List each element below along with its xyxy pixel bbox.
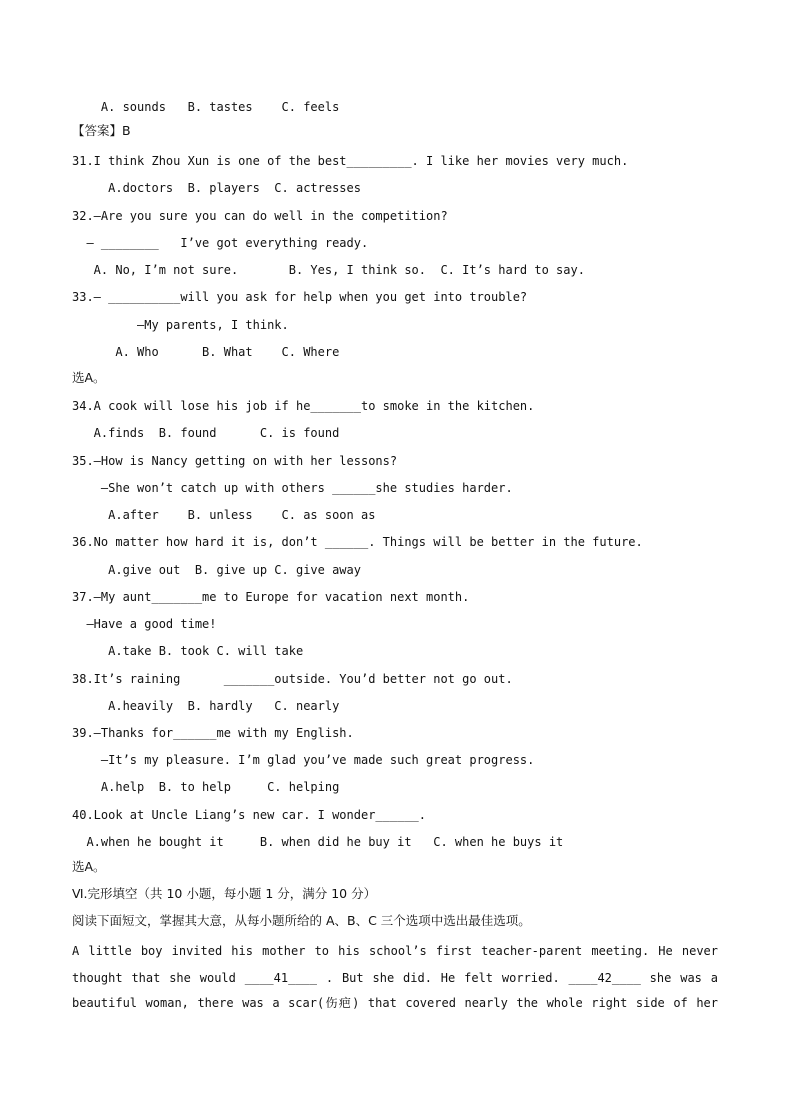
question-34: 34.A cook will lose his job if he_______to smoke in the kitchen. bbox=[72, 399, 535, 413]
question-40: 40.Look at Uncle Liang’s new car. I wonder______. bbox=[72, 808, 427, 822]
question-39-reply: —It’s my pleasure. I’m glad you’ve made such great progress. bbox=[72, 753, 535, 767]
options-34: A.finds B. found C. is found bbox=[72, 426, 340, 440]
options-35: A.after B. unless C. as soon as bbox=[72, 508, 376, 522]
question-37: 37.—My aunt_______me to Europe for vacation next month. bbox=[72, 590, 470, 604]
answer-options-29: A. sounds B. tastes C. feels bbox=[72, 100, 340, 114]
passage-line-1: A little boy invited his mother to his school’s first teacher-parent meeting. He never bbox=[72, 944, 718, 958]
question-35: 35.—How is Nancy getting on with her lessons? bbox=[72, 454, 398, 468]
options-36: A.give out B. give up C. give away bbox=[72, 563, 361, 577]
passage-line-3: beautiful woman, there was a scar(伤疤) that covered nearly the whole right side of her bbox=[72, 996, 718, 1010]
answer-40: 选A。 bbox=[72, 859, 106, 874]
question-37-reply: —Have a good time! bbox=[72, 617, 217, 631]
question-33-reply: —My parents, I think. bbox=[72, 318, 289, 332]
options-37: A.take B. took C. will take bbox=[72, 644, 304, 658]
question-36: 36.No matter how hard it is, don’t ______. Things will be better in the future. bbox=[72, 535, 643, 549]
section-heading: Ⅵ.完形填空（共 10 小题，每小题 1 分，满分 10 分） bbox=[72, 886, 377, 901]
question-35-reply: —She won’t catch up with others ______she studies harder. bbox=[72, 481, 513, 495]
options-40: A.when he bought it B. when did he buy it C. when he buys it bbox=[72, 835, 564, 849]
answer-key: 【答案】B bbox=[72, 123, 131, 138]
answer-33: 选A。 bbox=[72, 370, 106, 385]
options-33: A. Who B. What C. Where bbox=[72, 345, 340, 359]
question-39: 39.—Thanks for______me with my English. bbox=[72, 726, 354, 740]
section-instructions: 阅读下面短文，掌握其大意，从每小题所给的 A、B、C 三个选项中选出最佳选项。 bbox=[72, 913, 531, 928]
options-39: A.help B. to help C. helping bbox=[72, 780, 340, 794]
question-31: 31.I think Zhou Xun is one of the best_________. I like her movies very much. bbox=[72, 154, 629, 168]
options-38: A.heavily B. hardly C. nearly bbox=[72, 699, 340, 713]
question-38: 38.It’s raining _______outside. You’d better not go out. bbox=[72, 672, 513, 686]
question-32-reply: — ________ I’ve got everything ready. bbox=[72, 236, 369, 250]
question-33: 33.— __________will you ask for help when you get into trouble? bbox=[72, 290, 528, 304]
options-32: A. No, I’m not sure. B. Yes, I think so. C. It’s hard to say. bbox=[72, 263, 585, 277]
question-32: 32.—Are you sure you can do well in the competition? bbox=[72, 209, 448, 223]
passage-line-2: thought that she would ____41____ . But she did. He felt worried. ____42____ she was a bbox=[72, 971, 718, 985]
options-31: A.doctors B. players C. actresses bbox=[72, 181, 361, 195]
